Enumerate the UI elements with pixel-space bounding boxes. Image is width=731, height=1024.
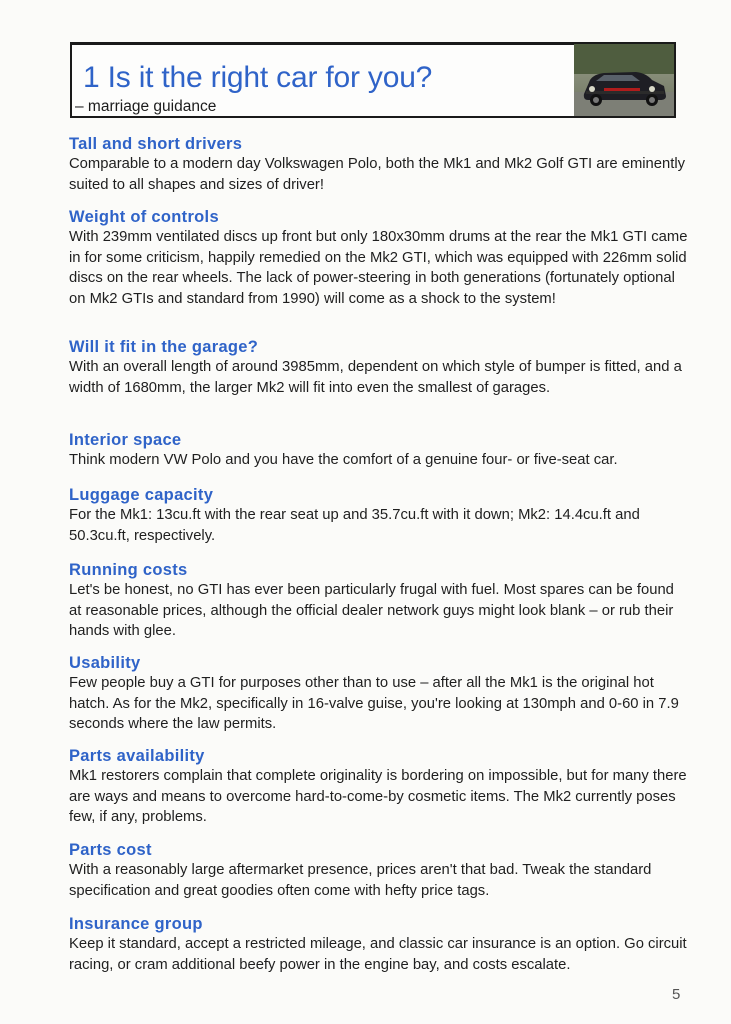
section-insurance-group bbox=[69, 915, 689, 975]
section-body: Mk1 restorers complain that complete originality is bordering on impossible, but for many there are ways and means to overcome hard-to-come-by cosmetic items. The Mk2 currently poses few, if any, problems. bbox=[69, 768, 687, 825]
car-photo bbox=[574, 44, 674, 116]
section-luggage-capacity bbox=[69, 486, 689, 546]
section-interior-space bbox=[69, 431, 689, 471]
section-heading: Parts cost bbox=[69, 841, 152, 859]
section-tall-short-drivers bbox=[69, 135, 689, 195]
section-heading: Insurance group bbox=[69, 915, 203, 933]
section-body: For the Mk1: 13cu.ft with the rear seat up and 35.7cu.ft with it down; Mk2: 14.4cu.ft and 50.3cu.ft, respectively. bbox=[69, 507, 640, 544]
chapter-title: 1 Is it the right car for you? bbox=[83, 61, 433, 94]
section-body: Let's be honest, no GTI has ever been particularly frugal with fuel. Most spares can be found at reasonable prices, although the official dealer network guys might look blank – or rub their hands with glee. bbox=[69, 582, 674, 639]
section-parts-availability bbox=[69, 747, 689, 828]
chapter-subtitle: – marriage guidance bbox=[75, 98, 217, 115]
section-body: With 239mm ventilated discs up front but only 180x30mm drums at the rear the Mk1 GTI came in for some criticism, happily remedied on the Mk2 GTI, which was equipped with 226mm solid discs on the rear wheels. The lack of power-steering in both generations (fortunately optional on Mk2 GTIs and standard from 1990) will come as a shock to the system! bbox=[69, 229, 688, 307]
section-heading: Running costs bbox=[69, 561, 188, 579]
section-heading: Parts availability bbox=[69, 747, 205, 765]
section-usability bbox=[69, 654, 689, 735]
section-parts-cost bbox=[69, 841, 689, 901]
section-heading: Weight of controls bbox=[69, 208, 219, 226]
section-heading: Usability bbox=[69, 654, 141, 672]
header-rule bbox=[72, 44, 578, 45]
section-body: Think modern VW Polo and you have the comfort of a genuine four- or five-seat car. bbox=[69, 452, 618, 468]
chapter-header bbox=[70, 42, 676, 118]
section-garage-fit bbox=[69, 338, 689, 398]
section-body: Few people buy a GTI for purposes other than to use – after all the Mk1 is the original hot hatch. As for the Mk2, specifically in 16-valve guise, you're looking at 130mph and 0-60 in 7.9 seconds where the law permits. bbox=[69, 675, 679, 732]
page-number: 5 bbox=[672, 986, 681, 1003]
section-heading: Luggage capacity bbox=[69, 486, 214, 504]
section-heading: Interior space bbox=[69, 431, 182, 449]
section-heading: Tall and short drivers bbox=[69, 135, 243, 153]
section-weight-of-controls bbox=[69, 208, 689, 309]
section-body: Keep it standard, accept a restricted mileage, and classic car insurance is an option. Go circuit racing, or cram additional beefy power in the engine bay, and costs escalate. bbox=[69, 936, 687, 973]
section-running-costs bbox=[69, 561, 689, 642]
section-body: With a reasonably large aftermarket presence, prices aren't that bad. Tweak the standard specification and great goodies often come with hefty price tags. bbox=[69, 862, 652, 899]
section-body: Comparable to a modern day Volkswagen Polo, both the Mk1 and Mk2 Golf GTI are eminently suited to all shapes and sizes of driver! bbox=[69, 156, 686, 193]
section-heading: Will it fit in the garage? bbox=[69, 338, 259, 356]
section-body: With an overall length of around 3985mm, dependent on which style of bumper is fitted, and a width of 1680mm, the larger Mk2 will fit into even the smallest of garages. bbox=[69, 359, 682, 396]
